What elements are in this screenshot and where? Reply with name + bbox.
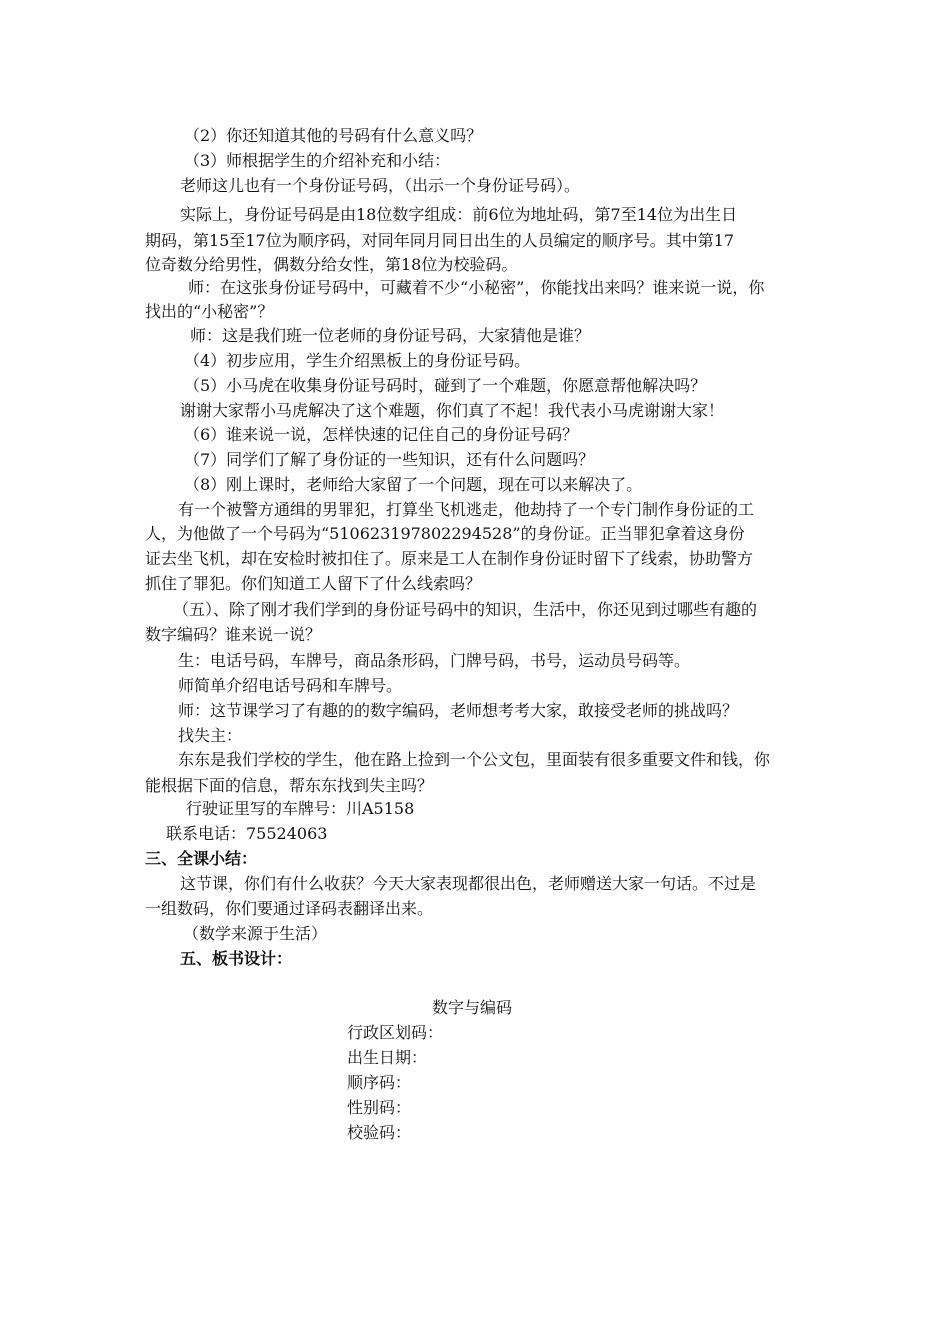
text-line: 联系电话：75524063: [166, 824, 328, 843]
text-line: 东东是我们学校的学生，他在路上捡到一个公文包，里面装有很多重要文件和钱，你: [178, 750, 771, 769]
section-heading: 三、全课小结：: [145, 849, 258, 868]
board-title: 数字与编码: [432, 998, 513, 1017]
text-line: （3）师根据学生的介绍补充和小结：: [184, 151, 451, 170]
text-line: 位奇数分给男性，偶数分给女性，第18位为校验码。: [145, 255, 518, 274]
text-line: （6）谁来说一说，怎样快速的记住自己的身份证号码？: [184, 425, 579, 444]
text-line: 生：电话号码，车牌号，商品条形码，门牌号码，书号，运动员号码等。: [178, 651, 691, 670]
text-line: （5）小马虎在收集身份证号码时，碰到了一个难题，你愿意帮他解决吗？: [184, 376, 707, 395]
text-line: 有一个被警方通缉的男罪犯，打算坐飞机逃走，他劫持了一个专门制作身份证的工: [178, 500, 755, 519]
text-line: 这节课，你们有什么收获？今天大家表现都很出色，老师赠送大家一句话。不过是: [180, 874, 757, 893]
text-line: （2）你还知道其他的号码有什么意义吗？: [184, 126, 483, 145]
text-line: 行驶证里写的车牌号：川A5158: [186, 799, 415, 818]
text-line: 证去坐飞机，却在安检时被扣住了。原来是工人在制作身份证时留下了线索，协助警方: [145, 549, 754, 568]
text-line: 师简单介绍电话号码和车牌号。: [178, 676, 403, 695]
text-line: 谢谢大家帮小马虎解决了这个难题，你们真了不起！我代表小马虎谢谢大家！: [180, 401, 725, 420]
text-line: 抓住了罪犯。你们知道工人留下了什么线索吗？: [145, 574, 482, 593]
text-line: 实际上，身份证号码是由18位数字组成：前6位为地址码，第7至14位为出生日: [180, 205, 738, 224]
text-line: 数字编码？谁来说一说？: [145, 625, 322, 644]
board-item: 校验码：: [347, 1123, 412, 1142]
text-line: 找出的“小秘密”？: [145, 302, 274, 321]
text-line: 师：这是我们班一位老师的身份证号码，大家猜他是谁？: [190, 326, 591, 345]
board-item: 出生日期：: [347, 1048, 428, 1067]
text-line: 期码，第15至17位为顺序码，对同年同月同日出生的人员编定的顺序号。其中第17: [145, 231, 735, 250]
text-line: （4）初步应用，学生介绍黑板上的身份证号码。: [184, 351, 531, 370]
text-line: （数学来源于生活）: [183, 924, 328, 943]
text-line: 人，为他做了一个号码为“510623197802294528”的身份证。正当罪犯拿着这身份: [145, 524, 745, 543]
text-line: 一组数码，你们要通过译码表翻译出来。: [145, 899, 434, 918]
board-item: 顺序码：: [347, 1073, 412, 1092]
board-item: 行政区划码：: [347, 1023, 444, 1042]
text-line: 能根据下面的信息，帮东东找到失主吗？: [145, 776, 434, 795]
section-heading: 五、板书设计：: [180, 949, 293, 968]
text-line: 老师这儿也有一个身份证号码，（出示一个身份证号码）。: [180, 176, 581, 195]
text-line: 师：在这张身份证号码中，可藏着不少“小秘密”，你能找出来吗？谁来说一说，你: [188, 278, 765, 297]
board-item: 性别码：: [347, 1098, 412, 1117]
text-line: （8）刚上课时，老师给大家留了一个问题，现在可以来解决了。: [184, 475, 643, 494]
text-line: （五）、除了刚才我们学到的身份证号码中的知识，生活中，你还见到过哪些有趣的: [173, 600, 758, 619]
text-line: 师：这节课学习了有趣的的数字编码，老师想考考大家，敢接受老师的挑战吗？: [178, 701, 739, 720]
text-line: （7）同学们了解了身份证的一些知识，还有什么问题吗？: [184, 450, 595, 469]
text-line: 找失主：: [178, 726, 243, 745]
